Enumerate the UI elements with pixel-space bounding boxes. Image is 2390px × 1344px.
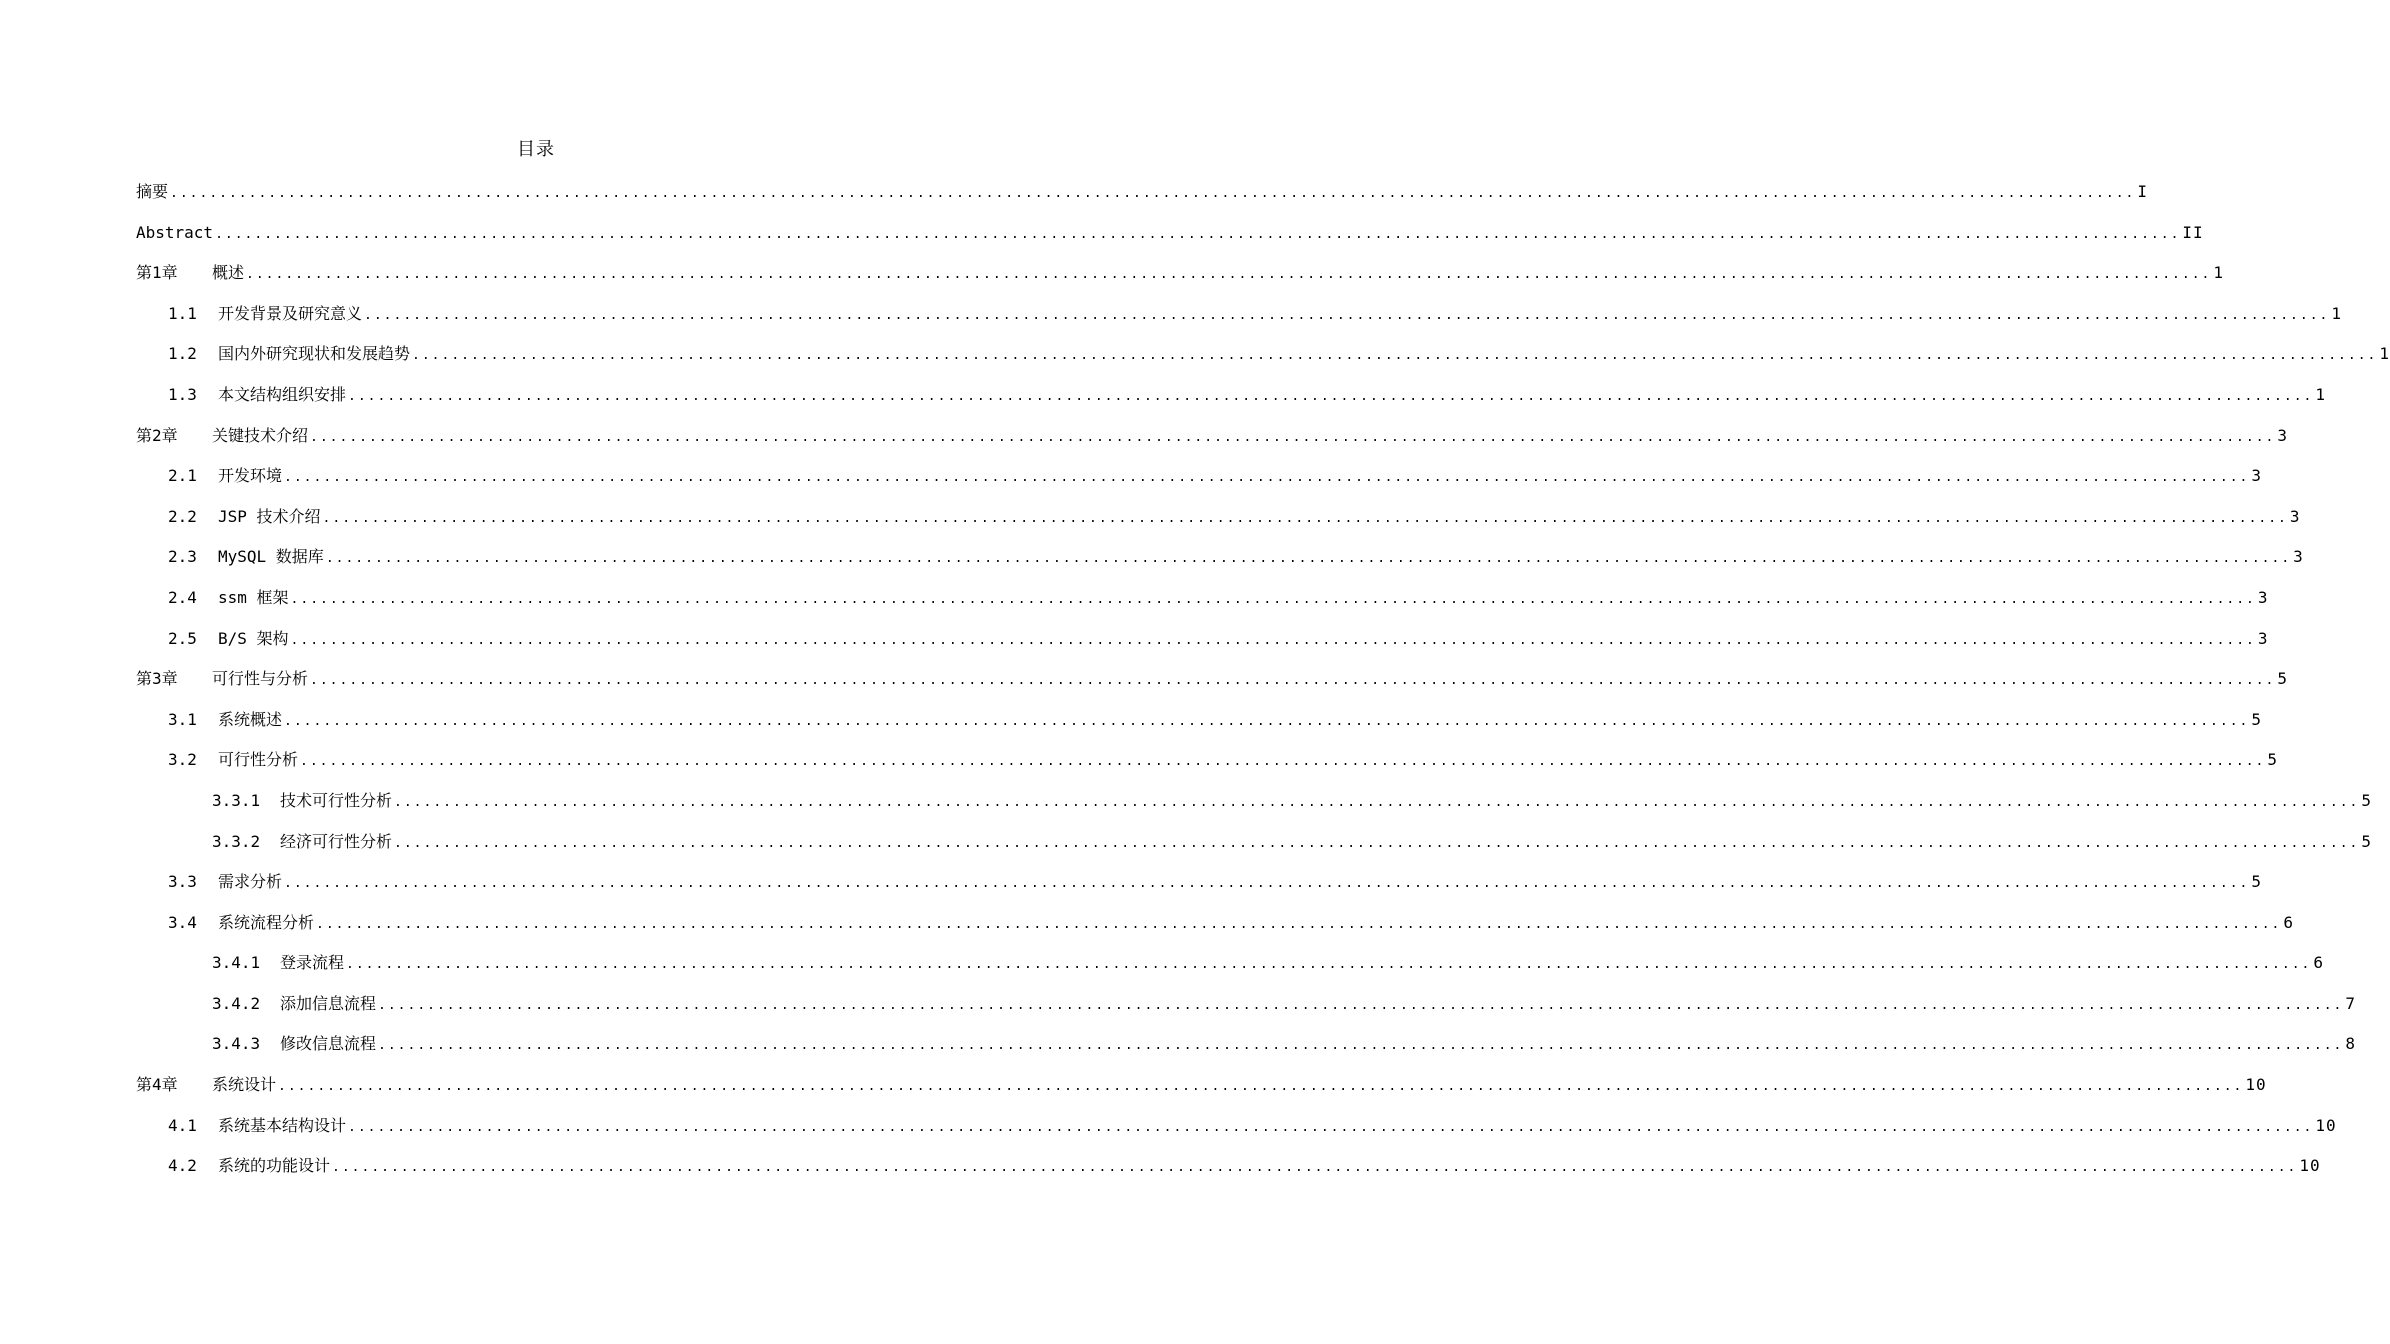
toc-dot-leader: ........................................................................................................................................................................................................ bbox=[348, 388, 2314, 404]
toc-entry-page-number: 5 bbox=[2361, 831, 2372, 851]
toc-entry[interactable] bbox=[0, 340, 2390, 381]
toc-entry-line bbox=[168, 381, 2326, 407]
toc-entry-page-number: 3 bbox=[2257, 628, 2269, 648]
toc-entry-page-number: 5 bbox=[2361, 790, 2372, 810]
toc-dot-leader: ........................................................................................................................................................................................................ bbox=[215, 226, 2181, 242]
toc-entry-line bbox=[136, 1071, 2267, 1097]
toc-entry-line bbox=[168, 584, 2269, 610]
toc-entry-page-number: 1 bbox=[2213, 263, 2224, 283]
toc-entry-line bbox=[168, 625, 2269, 651]
toc-entry-text: 系统概述 bbox=[218, 709, 283, 729]
toc-entry-line bbox=[168, 909, 2294, 935]
toc-dot-leader: ........................................................................................................................................................................................................ bbox=[290, 591, 2256, 607]
toc-entry-number: 4.1 bbox=[168, 1115, 197, 1135]
toc-entry-number: 2.4 bbox=[168, 587, 197, 607]
toc-dot-leader: ........................................................................................................................................................................................................ bbox=[394, 794, 2360, 810]
toc-entry-page-number: 3 bbox=[2257, 587, 2269, 607]
toc-entry-number: 3.4 bbox=[168, 912, 197, 932]
toc-entry-page-number: 10 bbox=[2299, 1156, 2321, 1176]
toc-entry-line bbox=[168, 300, 2342, 326]
toc-entry-number: 2.5 bbox=[168, 628, 197, 648]
toc-entry-line bbox=[136, 219, 2204, 245]
toc-entry[interactable] bbox=[0, 909, 2294, 950]
toc-entry-page-number: 3 bbox=[2251, 466, 2262, 486]
toc-entry-text: 国内外研究现状和发展趋势 bbox=[218, 344, 411, 364]
toc-dot-leader: ........................................................................................................................................................................................................ bbox=[300, 754, 2266, 770]
toc-entry-page-number: 5 bbox=[2251, 709, 2262, 729]
toc-entry[interactable] bbox=[0, 1071, 2267, 1112]
toc-entry-page-number: 3 bbox=[2277, 425, 2288, 445]
toc-dot-leader: ........................................................................................................................................................................................................ bbox=[364, 307, 2330, 323]
toc-entry-page-number: 6 bbox=[2313, 953, 2324, 973]
toc-entry-text: 系统流程分析 bbox=[218, 912, 315, 932]
toc-entry-page-number: 6 bbox=[2283, 912, 2294, 932]
toc-entry-text: ssm 框架 bbox=[218, 587, 289, 607]
toc-entry-line bbox=[136, 259, 2224, 285]
toc-entry-line bbox=[168, 706, 2262, 732]
toc-dot-leader: ........................................................................................................................................................................................................ bbox=[325, 551, 2292, 567]
toc-entry-number: 1.2 bbox=[168, 344, 197, 364]
toc-entry-number: 3.3 bbox=[168, 872, 197, 892]
toc-dot-leader: ........................................................................................................................................................................................................ bbox=[310, 429, 2276, 445]
toc-entry-text: 系统基本结构设计 bbox=[218, 1115, 347, 1135]
toc-entry[interactable] bbox=[0, 828, 2372, 869]
toc-entry-number: 第2章 bbox=[136, 425, 178, 445]
toc-entry-number: 3.4.2 bbox=[212, 993, 261, 1013]
toc-entry-text: 技术可行性分析 bbox=[280, 790, 393, 810]
toc-entry-page-number: 1 bbox=[2379, 344, 2390, 364]
toc-entry-number: 3.3.2 bbox=[212, 831, 261, 851]
toc-entry[interactable] bbox=[0, 1030, 2356, 1071]
toc-entry[interactable] bbox=[0, 990, 2356, 1031]
toc-entry-page-number: 3 bbox=[2289, 506, 2301, 526]
toc-entry-line bbox=[212, 990, 2356, 1016]
toc-entry-text: B/S 架构 bbox=[218, 628, 289, 648]
toc-entry-number: 3.4.1 bbox=[212, 953, 261, 973]
toc-entry-text: 概述 bbox=[212, 263, 245, 283]
toc-entry-page-number: 5 bbox=[2277, 669, 2288, 689]
toc-entry[interactable] bbox=[0, 868, 2262, 909]
toc-entry-text: 系统的功能设计 bbox=[218, 1156, 331, 1176]
toc-entry-number: 2.3 bbox=[168, 547, 197, 567]
toc-entry-line bbox=[136, 665, 2288, 691]
toc-dot-leader: ........................................................................................................................................................................................................ bbox=[316, 916, 2282, 932]
toc-entry-page-number: 1 bbox=[2315, 384, 2326, 404]
toc-dot-leader: ........................................................................................................................................................................................................ bbox=[284, 713, 2250, 729]
toc-dot-leader: ........................................................................................................................................................................................................ bbox=[284, 470, 2250, 486]
toc-entry-number: 4.2 bbox=[168, 1156, 197, 1176]
toc-entry-number: 2.2 bbox=[168, 506, 197, 526]
toc-dot-leader: ........................................................................................................................................................................................................ bbox=[378, 997, 2344, 1013]
toc-entry-page-number: 10 bbox=[2245, 1075, 2267, 1095]
toc-dot-leader: ........................................................................................................................................................................................................ bbox=[278, 1079, 2244, 1095]
toc-dot-leader: ........................................................................................................................................................................................................ bbox=[170, 186, 2136, 201]
toc-entry-line bbox=[168, 340, 2390, 366]
toc-dot-leader: ........................................................................................................................................................................................................ bbox=[310, 673, 2276, 689]
toc-entry-text: 修改信息流程 bbox=[280, 1034, 377, 1054]
toc-entry-text: JSP 技术介绍 bbox=[218, 506, 321, 526]
toc-entry-text: 添加信息流程 bbox=[280, 993, 377, 1013]
toc-entry[interactable] bbox=[0, 422, 2288, 463]
toc-entry[interactable] bbox=[0, 584, 2269, 625]
toc-entry-page-number: 1 bbox=[2331, 303, 2342, 323]
toc-entry[interactable] bbox=[0, 462, 2262, 503]
toc-entry[interactable] bbox=[0, 1152, 2321, 1193]
toc-entry-text: 登录流程 bbox=[280, 953, 345, 973]
toc-entry-text: 可行性分析 bbox=[218, 750, 299, 770]
toc-entry[interactable] bbox=[0, 746, 2278, 787]
toc-entry-text: MySQL 数据库 bbox=[218, 547, 324, 567]
toc-dot-leader: ........................................................................................................................................................................................................ bbox=[322, 510, 2288, 526]
toc-entry-line bbox=[168, 462, 2262, 488]
toc-dot-leader: ........................................................................................................................................................................................................ bbox=[412, 348, 2378, 364]
toc-entry-page-number: 5 bbox=[2251, 872, 2262, 892]
toc-entry-text: 经济可行性分析 bbox=[280, 831, 393, 851]
toc-entry-line bbox=[212, 1030, 2356, 1056]
toc-entry-line bbox=[168, 503, 2301, 529]
toc-entry-line bbox=[136, 422, 2288, 448]
toc-entry-line bbox=[212, 949, 2324, 975]
toc-entry-text: 本文结构组织安排 bbox=[218, 384, 347, 404]
toc-entry[interactable] bbox=[0, 1112, 2337, 1153]
toc-entry-page-number: I bbox=[2137, 182, 2148, 201]
toc-entry[interactable] bbox=[0, 381, 2326, 422]
toc-entry-number: 1.3 bbox=[168, 384, 197, 404]
toc-entry-page-number: 10 bbox=[2315, 1115, 2337, 1135]
toc-dot-leader: ........................................................................................................................................................................................................ bbox=[378, 1038, 2344, 1054]
toc-entry[interactable] bbox=[0, 503, 2301, 544]
toc-entry-number: 第4章 bbox=[136, 1075, 178, 1095]
toc-list bbox=[0, 178, 2390, 1193]
toc-entry-line bbox=[168, 543, 2304, 569]
toc-entry-number: 第3章 bbox=[136, 669, 178, 689]
toc-entry-number: 第1章 bbox=[136, 263, 178, 283]
toc-entry-line bbox=[136, 178, 2148, 204]
toc-entry-text: 关键技术介绍 bbox=[212, 425, 309, 445]
toc-entry-page-number: 8 bbox=[2345, 1034, 2356, 1054]
toc-entry-line bbox=[168, 868, 2262, 894]
toc-entry-text: 需求分析 bbox=[218, 872, 283, 892]
toc-dot-leader: ........................................................................................................................................................................................................ bbox=[394, 835, 2360, 851]
toc-entry-number: 3.2 bbox=[168, 750, 197, 770]
toc-entry[interactable] bbox=[0, 543, 2304, 584]
toc-dot-leader: ........................................................................................................................................................................................................ bbox=[284, 876, 2250, 892]
toc-entry-number: 1.1 bbox=[168, 303, 197, 323]
toc-entry-text: 可行性与分析 bbox=[212, 669, 309, 689]
toc-entry-page-number: II bbox=[2182, 222, 2204, 242]
toc-entry[interactable] bbox=[0, 665, 2288, 706]
toc-entry[interactable] bbox=[0, 259, 2224, 300]
toc-entry-page-number: 7 bbox=[2345, 993, 2356, 1013]
toc-entry-number: 2.1 bbox=[168, 466, 197, 486]
toc-dot-leader: ........................................................................................................................................................................................................ bbox=[332, 1160, 2298, 1176]
toc-entry-line bbox=[168, 1112, 2337, 1138]
toc-entry[interactable] bbox=[0, 706, 2262, 747]
toc-entry-line bbox=[168, 746, 2278, 772]
toc-entry-line bbox=[212, 787, 2372, 813]
toc-entry[interactable] bbox=[0, 178, 2148, 219]
toc-dot-leader: ........................................................................................................................................................................................................ bbox=[246, 267, 2212, 283]
toc-entry[interactable] bbox=[0, 949, 2324, 990]
toc-entry-text: 开发环境 bbox=[218, 466, 283, 486]
toc-title: 目录 bbox=[517, 139, 555, 160]
toc-entry-number: 3.4.3 bbox=[212, 1034, 261, 1054]
toc-entry[interactable] bbox=[0, 625, 2269, 666]
toc-entry[interactable] bbox=[0, 219, 2204, 260]
toc-entry-line bbox=[212, 828, 2372, 854]
toc-entry-page-number: 3 bbox=[2293, 547, 2304, 567]
toc-entry-text: 系统设计 bbox=[212, 1075, 277, 1095]
toc-entry-number: 3.1 bbox=[168, 709, 197, 729]
toc-entry-number: 3.3.1 bbox=[212, 790, 261, 810]
toc-entry-text: Abstract bbox=[136, 222, 214, 242]
toc-dot-leader: ........................................................................................................................................................................................................ bbox=[290, 632, 2256, 648]
toc-entry-text: 开发背景及研究意义 bbox=[218, 303, 363, 323]
toc-entry-text: 摘要 bbox=[136, 182, 169, 201]
toc-dot-leader: ........................................................................................................................................................................................................ bbox=[348, 1119, 2314, 1135]
toc-entry[interactable] bbox=[0, 300, 2342, 341]
toc-entry-line bbox=[168, 1152, 2321, 1178]
toc-dot-leader: ........................................................................................................................................................................................................ bbox=[346, 957, 2312, 973]
toc-entry[interactable] bbox=[0, 787, 2372, 828]
toc-entry-page-number: 5 bbox=[2267, 750, 2278, 770]
